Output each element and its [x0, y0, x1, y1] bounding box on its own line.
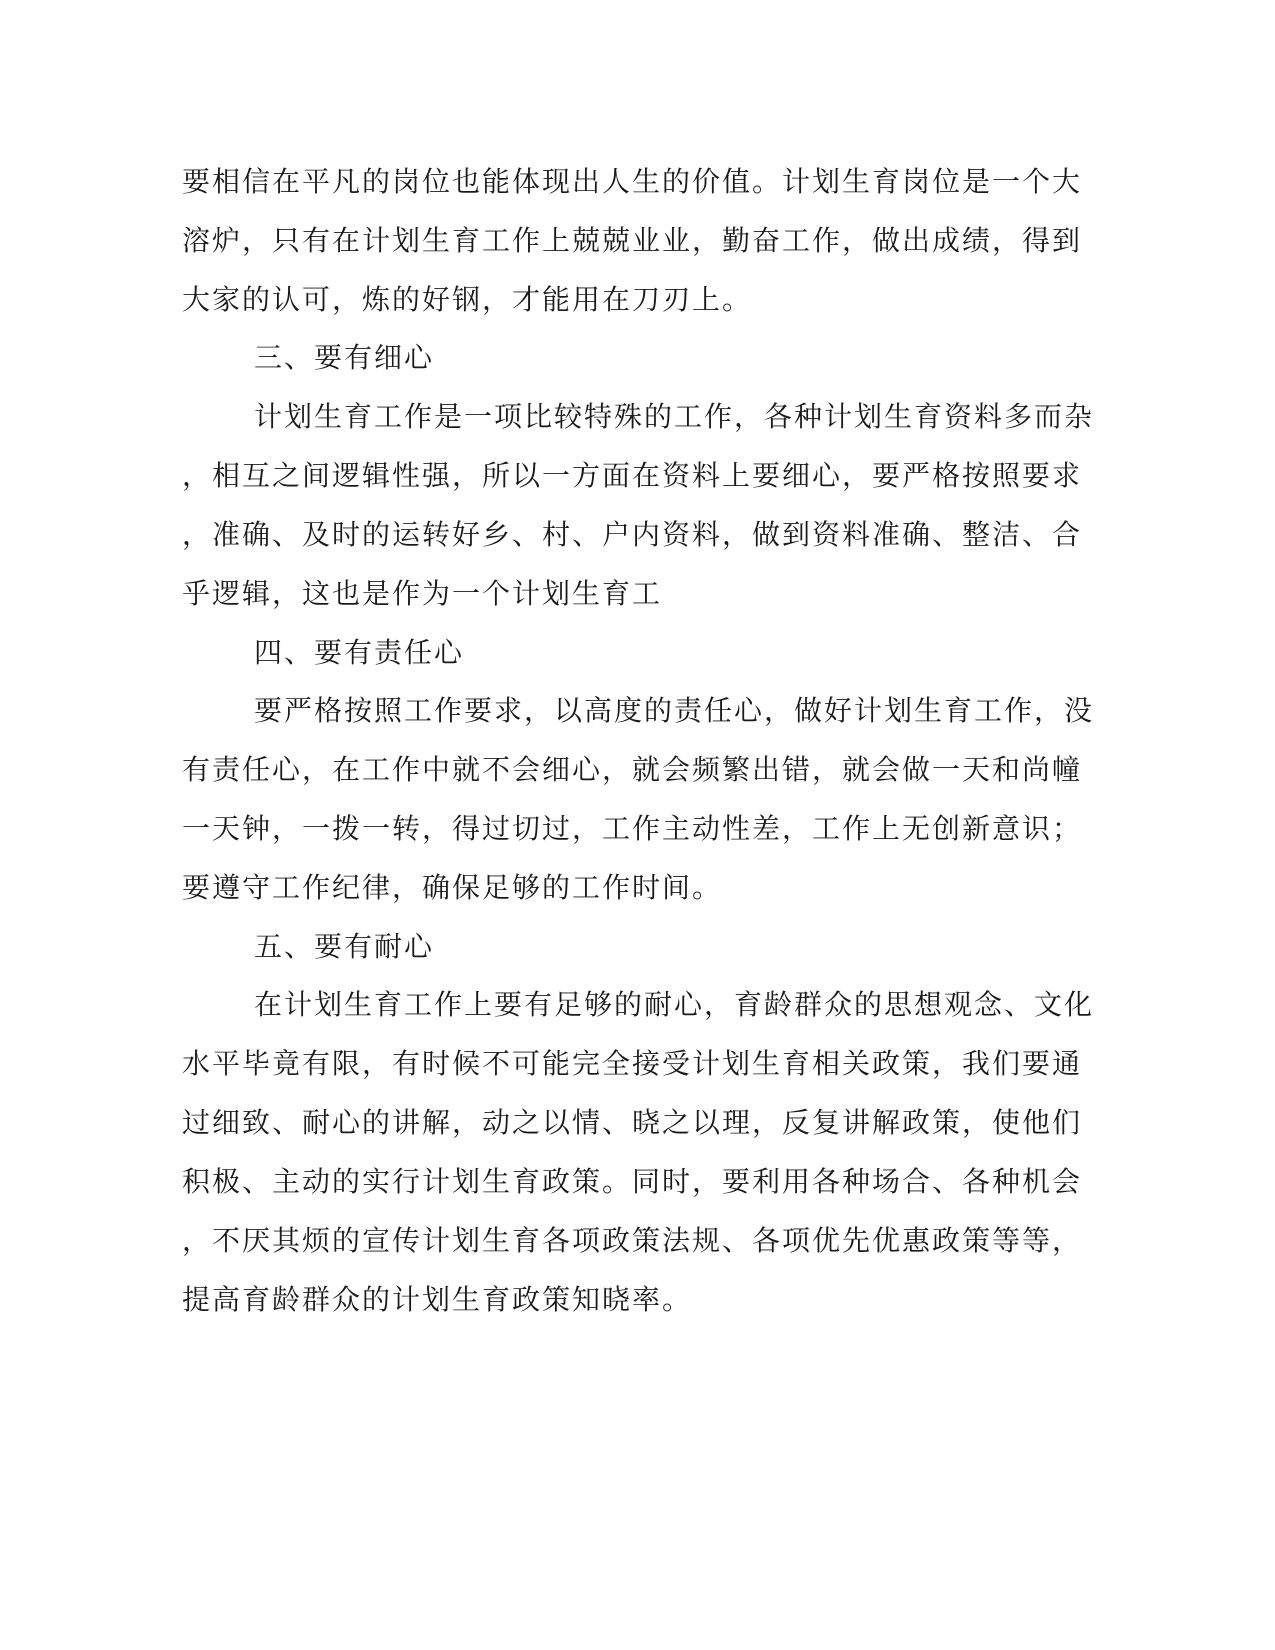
paragraph-line: 水平毕竟有限，有时候不可能完全接受计划生育相关政策，我们要通: [182, 1047, 1083, 1080]
paragraph-line: 过细致、耐心的讲解，动之以情、晓之以理，反复讲解政策，使他们: [182, 1106, 1083, 1139]
paragraph-line: 要遵守工作纪律，确保足够的工作时间。: [182, 871, 723, 904]
paragraph-line: 要相信在平凡的岗位也能体现出人生的价值。计划生育岗位是一个大: [182, 165, 1083, 198]
paragraph-line: 乎逻辑，这也是作为一个计划生育工: [182, 577, 663, 610]
paragraph-line: ，相互之间逻辑性强，所以一方面在资料上要细心，要严格按照要求: [182, 459, 1083, 492]
section-heading: 三、要有细心: [254, 341, 435, 374]
paragraph-line: ，不厌其烦的宣传计划生育各项政策法规、各项优先优惠政策等等，: [182, 1224, 1083, 1257]
paragraph-line: ，准确、及时的运转好乡、村、户内资料，做到资料准确、整洁、合: [182, 518, 1083, 551]
section-heading: 五、要有耐心: [254, 930, 435, 963]
paragraph-line: 要严格按照工作要求，以高度的责任心，做好计划生育工作，没: [254, 694, 1095, 727]
paragraph-line: 一天钟，一拨一转，得过切过，工作主动性差，工作上无创新意识；: [182, 812, 1083, 845]
paragraph-line: 积极、主动的实行计划生育政策。同时，要利用各种场合、各种机会: [182, 1165, 1083, 1198]
paragraph-line: 在计划生育工作上要有足够的耐心，育龄群众的思想观念、文化: [254, 988, 1095, 1021]
section-heading: 四、要有责任心: [254, 636, 465, 669]
paragraph-line: 提高育龄群众的计划生育政策知晓率。: [182, 1283, 693, 1316]
paragraph-line: 大家的认可，炼的好钢，才能用在刀刃上。: [182, 283, 753, 316]
paragraph-line: 溶炉，只有在计划生育工作上兢兢业业，勤奋工作，做出成绩，得到: [182, 224, 1083, 257]
paragraph-line: 有责任心，在工作中就不会细心，就会频繁出错，就会做一天和尚幢: [182, 753, 1083, 786]
paragraph-line: 计划生育工作是一项比较特殊的工作，各种计划生育资料多而杂: [254, 400, 1095, 433]
